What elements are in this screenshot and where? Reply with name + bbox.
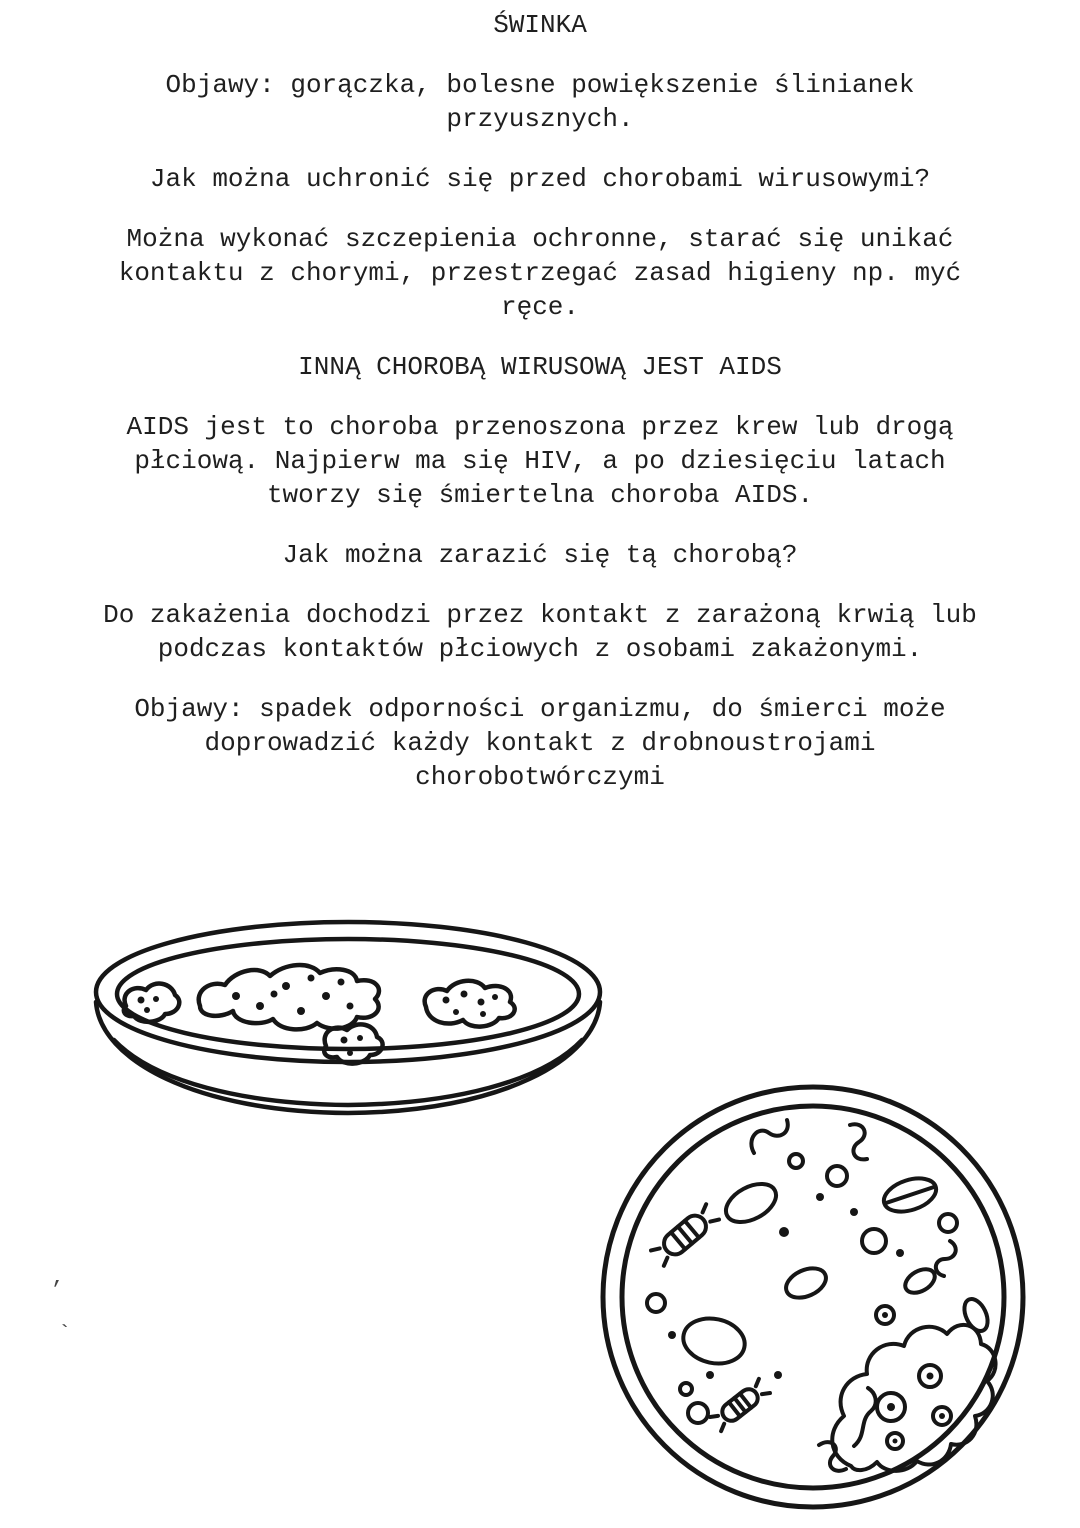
page-title: ŚWINKA bbox=[493, 10, 587, 40]
paragraph-infection-answer: Do zakażenia dochodzi przez kontakt z zarażoną krwią lub podczas kontaktów płciowych z osobami zakażonymi. bbox=[103, 600, 977, 664]
paragraph-symptoms-aids: Objawy: spadek odporności organizmu, do śmierci może doprowadzić każdy kontakt z drobnoustrojami chorobotwórczymi bbox=[134, 694, 946, 792]
petri-dish-top-illustration bbox=[588, 1075, 1038, 1528]
stray-mark: ’ bbox=[50, 1278, 64, 1303]
stray-mark: ` bbox=[58, 1322, 72, 1347]
heading-aids: INNĄ CHOROBĄ WIRUSOWĄ JEST AIDS bbox=[298, 352, 782, 382]
petri-dish-top-drawing bbox=[588, 1075, 1038, 1525]
petri-dish-side-illustration bbox=[84, 910, 614, 1130]
paragraph-question-prevention: Jak można uchronić się przed chorobami wirusowymi? bbox=[149, 164, 931, 194]
paragraph-symptoms-mumps: Objawy: gorączka, bolesne powiększenie ślinianek przyusznych. bbox=[165, 70, 915, 134]
paragraph-prevention-answer: Można wykonać szczepienia ochronne, starać się unikać kontaktu z chorymi, przestrzegać zasad higieny np. myć ręce. bbox=[118, 224, 962, 322]
petri-dish-side-drawing bbox=[84, 910, 614, 1125]
paragraph-aids-description: AIDS jest to choroba przenoszona przez krew lub drogą płciową. Najpierw ma się HIV, a po dziesięciu latach tworzy się śmiertelna choroba AIDS. bbox=[126, 412, 954, 510]
paragraph-question-infection: Jak można zarazić się tą chorobą? bbox=[282, 540, 798, 570]
text-column bbox=[100, 0, 980, 794]
